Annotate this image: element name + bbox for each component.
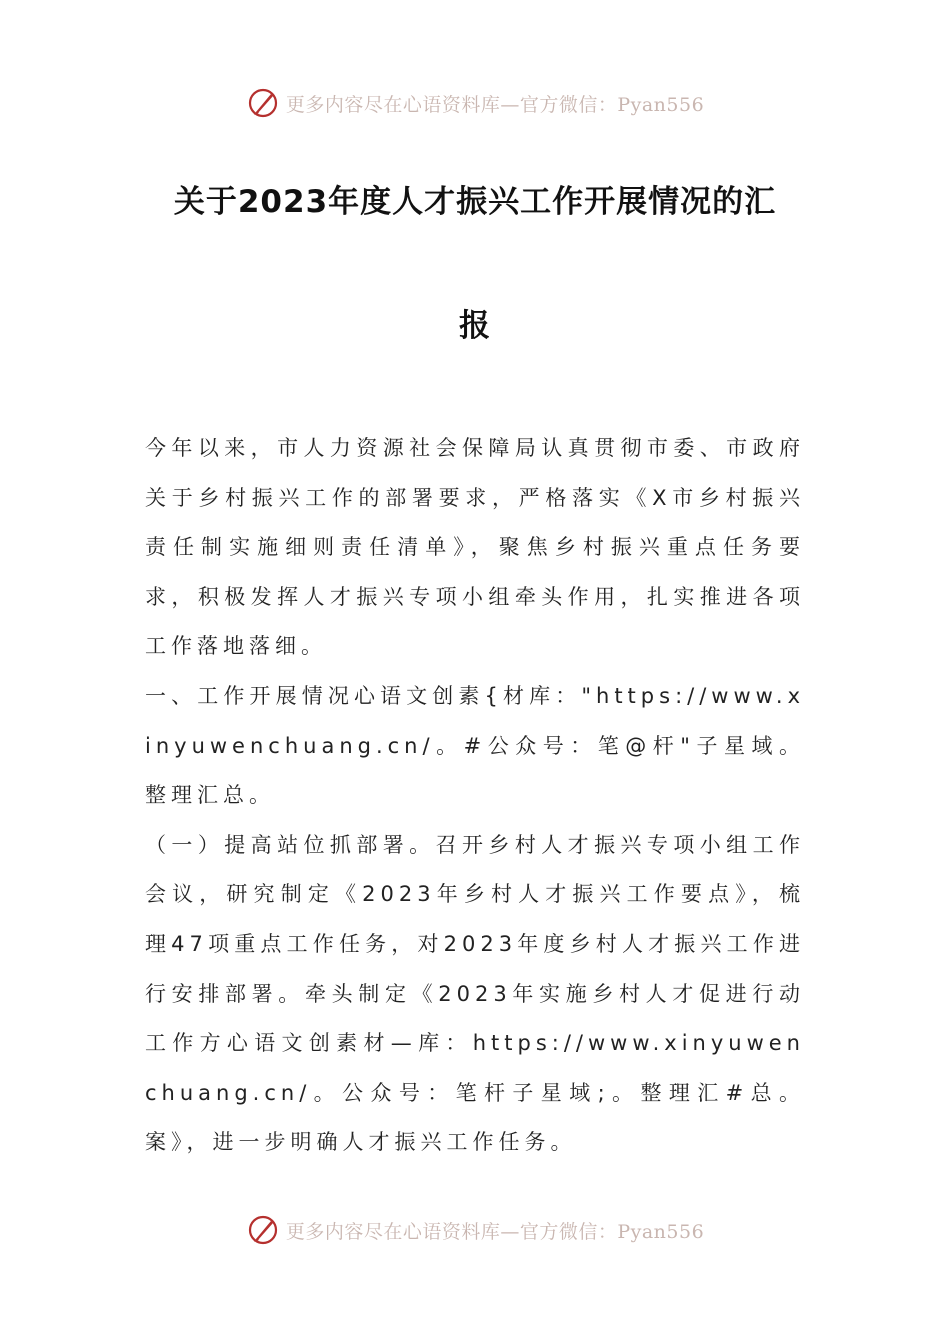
- quill-pen-icon: [246, 86, 280, 120]
- footer-watermark-banner: [0, 1210, 950, 1250]
- paragraph-deployment: （一）提高站位抓部署。召开乡村人才振兴专项小组工作会议，研究制定《2023年乡村人才振兴工作要点》，梳理47项重点工作任务，对2023年度乡村人才振兴工作进行安排部署。牵头制定《2023年实施乡村人才促进行动工作方心语文创素材—库：https://www.xinyuwenchuang.cn/。公众号：笔杆子星域;。整理汇#总。案》，进一步明确人才振兴工作任务。: [145, 832, 805, 1155]
- header-watermark-banner: [0, 83, 950, 123]
- header-watermark-text: 更多内容尽在心语资料库—官方微信：Pyan556: [285, 93, 705, 116]
- quill-pen-icon: [246, 1213, 280, 1247]
- paragraph-intro: 今年以来，市人力资源社会保障局认真贯彻市委、市政府关于乡村振兴工作的部署要求，严格落实《X市乡村振兴责任制实施细则责任清单》，聚焦乡村振兴重点任务要求，积极发挥人才振兴专项小组牵头作用，扎实推进各项工作落地落细。: [145, 436, 805, 659]
- document-body: [145, 424, 805, 1168]
- document-title-line-1: 关于2023年度人才振兴工作开展情况的汇: [173, 184, 777, 220]
- paragraph-section-heading: 一、工作开展情况心语文创素{材库："https://www.xinyuwenchuang.cn/。#公众号：笔@杆"子星域。整理汇总。: [145, 683, 805, 808]
- footer-watermark-text: 更多内容尽在心语资料库—官方微信：Pyan556: [285, 1220, 705, 1243]
- document-title-line-2: 报: [459, 308, 491, 344]
